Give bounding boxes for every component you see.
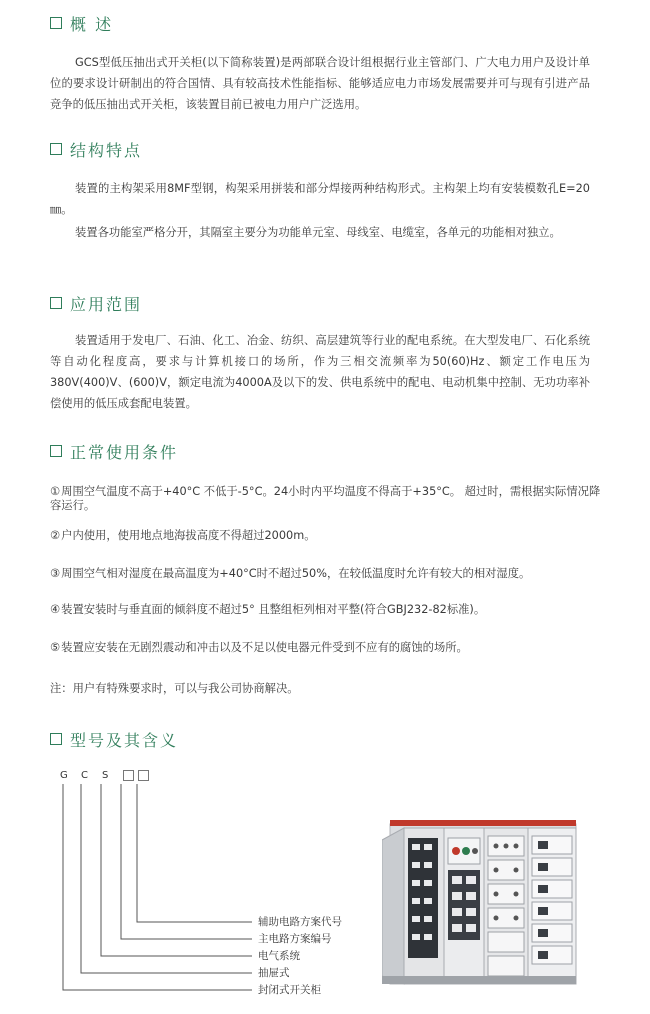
condition-text: 装置安装时与垂直面的倾斜度不超过5° 且整组柜列相对平整(符合GBJ232-82标准)。 — [61, 603, 486, 616]
conditions-note: 注：用户有特殊要求时，可以与我公司协商解决。 — [50, 682, 299, 695]
structure-paragraph-2: 装置各功能室严格分开，其隔室主要分为功能单元室、母线室、电缆室，各单元的功能相对独立。 — [75, 226, 561, 239]
model-label: 抽屉式 — [258, 967, 290, 979]
condition-number: ⑤ — [50, 641, 61, 654]
structure-title-text: 结构特点 — [70, 140, 143, 160]
application-paragraph: 装置适用于发电厂、石油、化工、冶金、纺织、高层建筑等行业的配电系统。在大型发电厂、石化系统等自动化程度高，要求与计算机接口的场所，作为三相交流频率为50(60)Hz、额定工作电压为380V(400)V、(600)V，额定电流为4000A及以下的发、供电系统中的配电、电动机集中控制、无功功率补偿使用的低压成套配电装置。 — [50, 334, 590, 410]
switchgear-cabinet-image — [382, 810, 582, 990]
condition-text: 周围空气温度不高于+40°C 不低于-5°C。24小时内平均温度不得高于+35°C。 超过时，需根据实际情况降容运行。 — [50, 485, 601, 512]
condition-text: 户内使用，使用地点地海拔高度不得超过2000m。 — [61, 529, 316, 542]
model-label: 电气系统 — [258, 950, 300, 962]
model-label: 辅助电路方案代号 — [258, 916, 342, 928]
conditions-title-text: 正常使用条件 — [70, 442, 179, 462]
condition-number: ① — [50, 485, 61, 498]
condition-text: 周围空气相对湿度在最高温度为+40°C时不超过50%，在较低温度时允许有较大的相对湿度。 — [61, 567, 531, 580]
overview-paragraph: GCS型低压抽出式开关柜(以下简称装置)是两部联合设计组根据行业主管部门、广大电力用户及设计单位的要求设计研制出的符合国情、具有较高技术性能指标、能够适应电力市场发展需要并可与现有引进产品竞争的低压抽出式开关柜，该装置目前已被电力用户广泛选用。 — [50, 56, 590, 111]
condition-number: ④ — [50, 603, 61, 616]
model-label: 主电路方案编号 — [258, 933, 332, 945]
application-title-text: 应用范围 — [70, 294, 143, 314]
condition-number: ② — [50, 529, 61, 542]
condition-number: ③ — [50, 567, 61, 580]
structure-paragraph-1: 装置的主构架采用8MF型钢，构架采用拼装和部分焊接两种结构形式。主构架上均有安装模数孔E=20㎜。 — [50, 182, 590, 216]
condition-text: 装置应安装在无剧烈震动和冲击以及不足以使电器元件受到不应有的腐蚀的场所。 — [61, 641, 468, 654]
model-label: 封闭式开关柜 — [258, 984, 321, 996]
model-title-text: 型号及其含义 — [70, 730, 179, 750]
model-letter-g: G — [60, 770, 68, 781]
model-letter-c: C — [81, 770, 88, 781]
model-letter-s: S — [102, 770, 109, 781]
overview-title-text: 概 述 — [70, 14, 114, 34]
